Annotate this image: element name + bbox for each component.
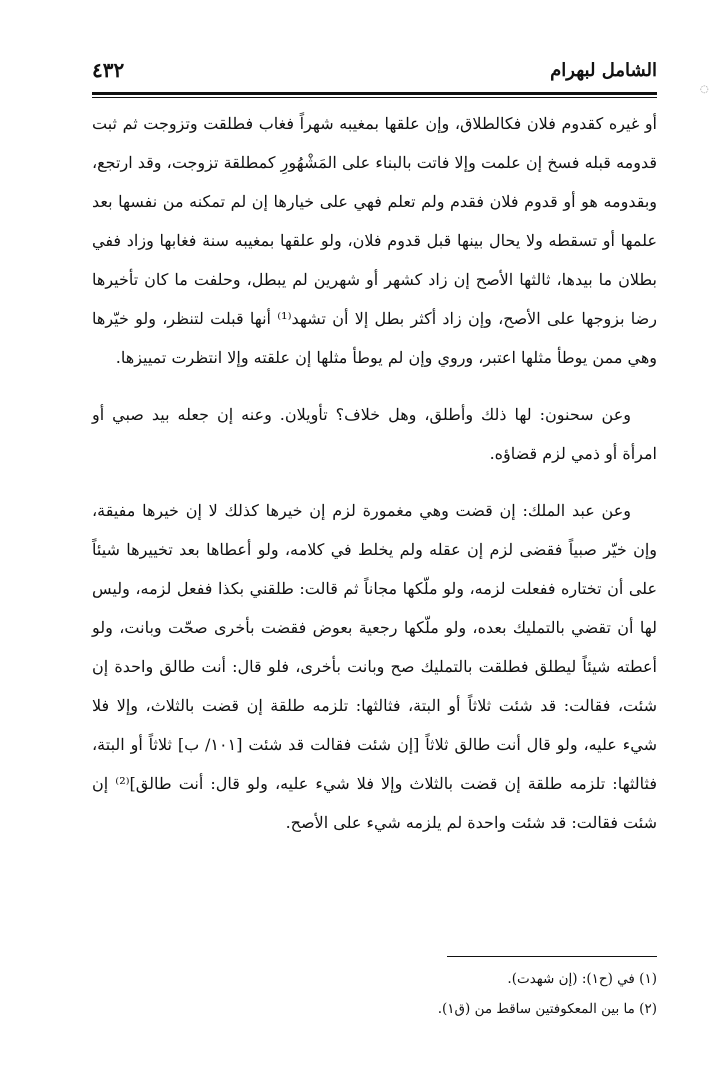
paragraph-1: أو غيره كقدوم فلان فكالطلاق، وإن علقها بمغيبه شهراً فغاب فطلقت وتزوجت ثم ثبت قدومه قبله فسخ إن علمت وإلا فاتت بالبناء على المَشْهُورِ كمطلقة تزوجت، وقد ارتجع، وبقدومه هو أو قدوم فلان فقدم ولم تعلم فهي على خيارها إن لم تمكنه من نفسها بعد علمها أو تسقطه ولا يحال بينها قبل قدوم فلان، ولو علقها بمغيبه سنة فغابها وزاد ففي بطلان ما بيدها، ثالثها الأصح إن زاد كشهر أو شهرين لم يبطل، وحلفت ما كان تأخيرها رضا بزوجها على الأصح، وإن زاد أكثر بطل إلا أن تشهد⁽¹⁾ أنها قبلت لتنظر، ولو خيّرها وهي ممن يوطأ مثلها اعتبر، وروي وإن لم يوطأ مثلها إن علقته وإلا انتظرت تمييزها. [92, 114, 657, 367]
scan-mark-icon: ◌ [700, 84, 709, 95]
header-rule [92, 92, 657, 95]
footnotes [92, 964, 657, 1024]
footnote-separator [447, 956, 657, 957]
running-header [92, 52, 657, 92]
page-number: ٤٣٢ [92, 58, 125, 82]
footnote-1: (١) في (ح١): (إن شهدت). [507, 971, 657, 987]
footnote-2: (٢) ما بين المعكوفتين ساقط من (ق١). [437, 1001, 657, 1017]
paragraph-2: وعن سحنون: لها ذلك وأطلق، وهل خلاف؟ تأويلان. وعنه إن جعله بيد صبي أو امرأة أو ذمي لزم قضاؤه. [92, 405, 657, 463]
header-rule-thin [92, 97, 657, 98]
main-text [92, 104, 657, 842]
paragraph-3: وعن عبد الملك: إن قضت وهي مغمورة لزم إن خيرها كذلك لا إن خيرها مفيقة، وإن خيّر صبياً فقضى لزم إن عقله ولم يخلط في كلامه، ولو أعطاها بعد تخييرها شيئاً على أن تختاره ففعلت لزمه، ولو ملّكها مجاناً ثم قالت: طلقني بكذا ففعل لزمه، وليس لها أن تقضي بالتمليك بعده، ولو ملّكها رجعية بعوض فقضت بأخرى صحّت وبانت، ولو أعطته شيئاً ليطلق فطلقت بالتمليك صح وبانت بأخرى، فلو قال: أنت طالق واحدة إن شئت، فقالت: قد شئت ثلاثاً أو البتة، فثالثها: تلزمه طلقة إن قضت بالثلاث، وإلا فلا شيء عليه، ولو قال أنت طالق ثلاثاً [إن شئت فقالت قد شئت [١٠١/ ب] ثلاثاً أو البتة، فثالثها: تلزمه طلقة إن قضت بالثلاث وإلا فلا شيء عليه، ولو قال: أنت طالق]⁽²⁾ إن شئت فقالت: قد شئت واحدة لم يلزمه شيء على الأصح. [92, 501, 657, 832]
running-title: الشامل لبهرام [550, 60, 657, 81]
